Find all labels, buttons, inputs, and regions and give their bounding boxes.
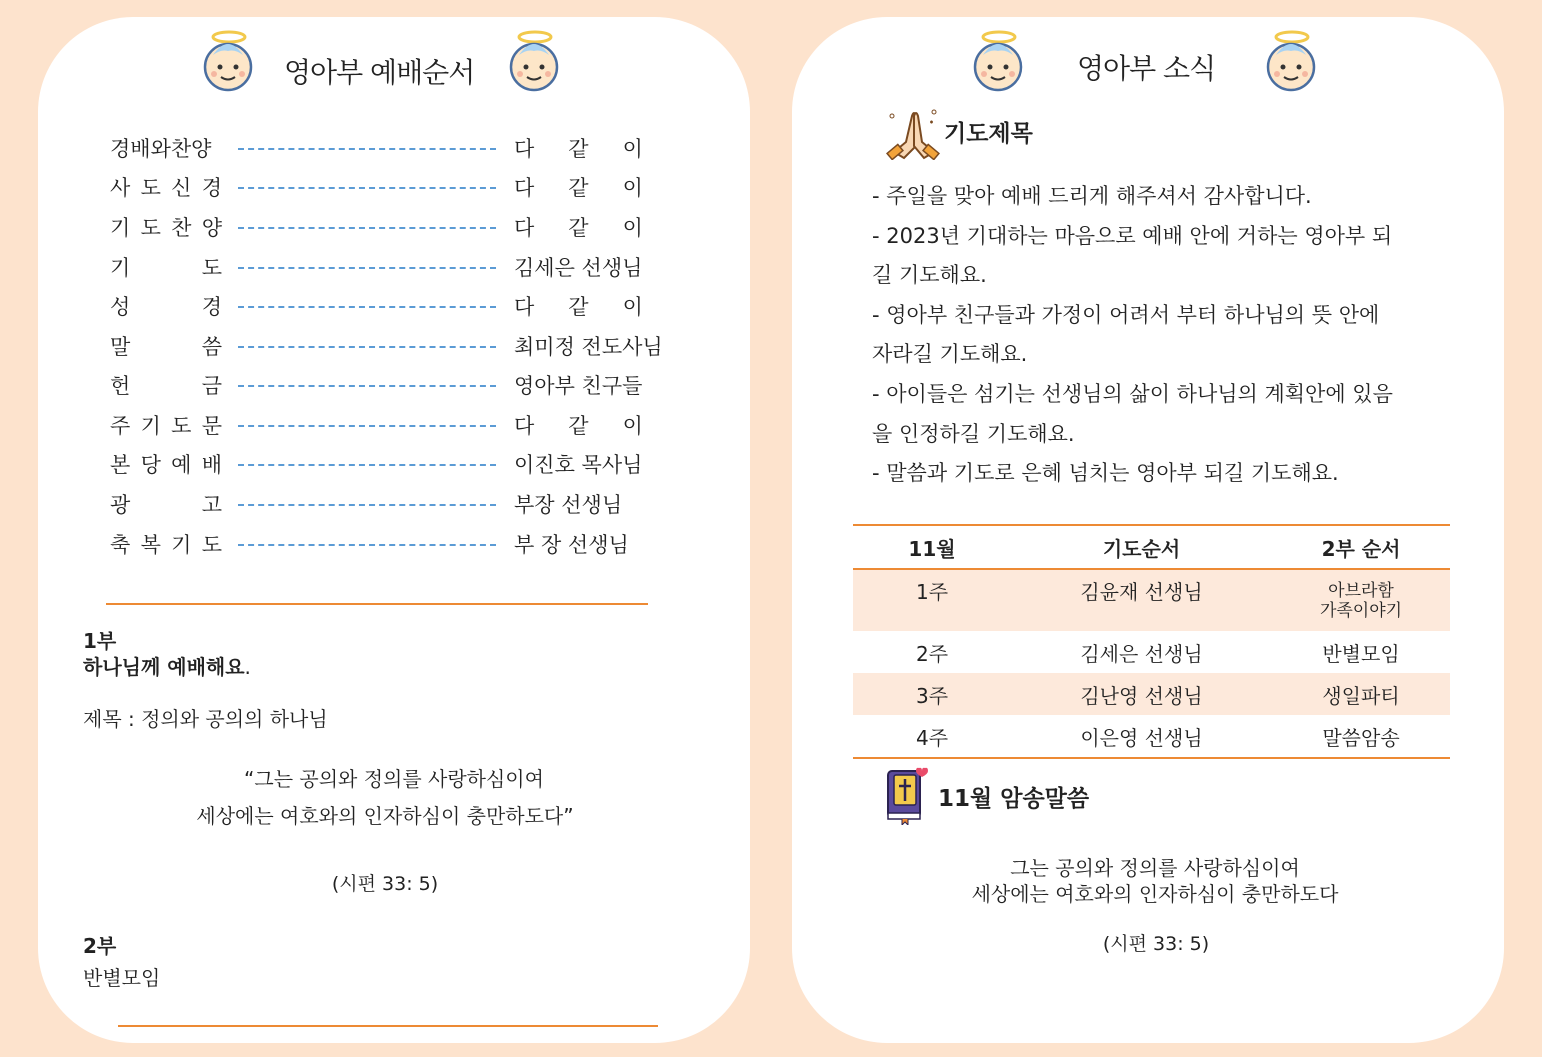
order-row	[110, 529, 710, 559]
table-cell: 김난영 선생님	[1011, 673, 1272, 715]
order-item-name-part: 찬	[171, 216, 192, 240]
table-cell: 이은영 선생님	[1080, 725, 1203, 750]
order-item-name	[110, 529, 222, 559]
order-row	[110, 410, 710, 440]
prayer-line: - 말씀과 기도로 은혜 넘치는 영아부 되길 기도해요.	[872, 461, 1339, 486]
table-cell-line: 아브라함	[1328, 580, 1394, 601]
order-item-name-part: 경배와찬양	[110, 137, 212, 161]
order-item-name-part: 기	[110, 256, 131, 280]
order-item-name	[110, 331, 222, 361]
prayer-line: 길 기도해요.	[872, 263, 987, 288]
order-item-name-part: 양	[201, 216, 222, 240]
table-row	[853, 715, 1450, 758]
order-item-name-part: 문	[201, 414, 222, 438]
order-item-name-part: 광	[110, 493, 131, 517]
schedule-table	[853, 524, 1450, 759]
order-item-name-part: 기	[140, 414, 161, 438]
dotted-leader	[238, 187, 496, 189]
order-item-name-part: 도	[201, 256, 222, 280]
prayer-line: - 아이들은 섬기는 선생님의 삶이 하나님의 계획안에 있음	[872, 382, 1393, 406]
table-row	[853, 569, 1450, 631]
order-row	[110, 291, 710, 321]
part1-subtitle	[83, 651, 251, 680]
dotted-leader	[238, 504, 496, 506]
order-item-name-part: 예	[171, 453, 192, 477]
table-cell: 생일파티	[1272, 673, 1450, 715]
memory-verse-line-2: 세상에는 여호와의 인자하심이 충만하도다	[971, 882, 1339, 906]
dotted-leader	[238, 148, 496, 150]
order-item-name-part: 축	[110, 533, 131, 557]
sermon-title: 제목 : 정의와 공의의 하나님	[83, 707, 328, 731]
order-item-name	[110, 172, 222, 202]
order-item-name-part: 도	[171, 414, 192, 438]
order-row	[110, 331, 710, 361]
verse-line-1: “그는 공의와 정의를 사랑하심이여	[244, 767, 544, 791]
order-item-name-part: 도	[140, 176, 161, 200]
order-item-leader: 김세은 선생님	[514, 256, 643, 280]
order-item-leader: 다같이	[514, 137, 677, 161]
order-item-name-part: 도	[140, 216, 161, 240]
part2-heading: 2부	[83, 934, 117, 958]
table-header-row	[853, 525, 1450, 569]
table-cell: 김세은 선생님	[1080, 641, 1203, 666]
dotted-leader	[238, 385, 496, 387]
table-header: 11월	[853, 525, 1011, 569]
dotted-leader	[238, 425, 496, 427]
page-title: 영아부 소식	[1077, 52, 1216, 85]
order-item-name-part: 경	[201, 176, 222, 200]
order-item-name-part: 배	[201, 453, 222, 477]
order-item-name	[110, 410, 222, 440]
table-cell: 4주	[915, 725, 949, 750]
order-item-name	[110, 291, 222, 321]
order-item-name-part: 고	[201, 493, 222, 517]
order-item-name	[110, 449, 222, 479]
order-item-name	[110, 489, 222, 519]
left-panel	[38, 17, 750, 1043]
table-cell: 1주	[853, 569, 1011, 631]
table-cell	[1272, 569, 1450, 631]
dotted-leader	[238, 306, 496, 308]
prayer-line: - 주일을 맞아 예배 드리게 해주셔서 감사합니다.	[872, 184, 1312, 208]
order-item-name-part: 주	[110, 414, 131, 438]
dotted-leader	[238, 267, 496, 269]
order-item-leader: 부 장 선생님	[514, 533, 629, 557]
order-item-leader: 다같이	[514, 295, 677, 319]
order-row	[110, 252, 710, 282]
bible-icon	[884, 765, 930, 825]
prayer-line: - 영아부 친구들과 가정이 어려서 부터 하나님의 뜻 안에	[872, 302, 1380, 327]
memory-verse-line-1: 그는 공의와 정의를 사랑하심이여	[1010, 856, 1300, 880]
order-item-name-part: 당	[140, 453, 161, 477]
order-item-leader: 부장 선생님	[514, 493, 623, 517]
verse-line-2: 세상에는 여호와의 인자하심이 충만하도다”	[196, 804, 574, 828]
order-item-name-part: 금	[201, 374, 222, 398]
table-cell: 반별모임	[1322, 641, 1400, 666]
table-row	[853, 673, 1450, 715]
order-item-leader: 다같이	[514, 216, 677, 240]
order-item-leader: 최미정 전도사님	[514, 335, 663, 359]
prayer-heading: 기도제목	[944, 121, 1033, 147]
table-header: 2부 순서	[1272, 525, 1450, 569]
baby-angel-icon	[1258, 27, 1324, 93]
order-item-name-part: 씀	[201, 335, 222, 359]
right-panel	[792, 17, 1504, 1043]
dotted-leader	[238, 227, 496, 229]
table-cell: 2주	[915, 641, 949, 666]
dotted-leader	[238, 544, 496, 546]
order-item-name-part: 성	[110, 295, 131, 319]
table-cell: 김윤재 선생님	[1011, 569, 1272, 631]
order-row	[110, 172, 710, 202]
dotted-leader	[238, 464, 496, 466]
baby-angel-icon	[965, 27, 1031, 93]
order-row	[110, 449, 710, 479]
table-cell: 3주	[853, 673, 1011, 715]
order-row	[110, 212, 710, 242]
order-row	[110, 489, 710, 519]
order-item-name-part: 말	[110, 335, 131, 359]
prayer-line: 자라길 기도해요.	[872, 342, 1028, 367]
order-item-name-part: 사	[110, 176, 131, 200]
order-item-name-part: 복	[140, 533, 161, 557]
memory-verse-reference: (시편 33: 5)	[1102, 933, 1210, 955]
divider	[106, 603, 648, 605]
order-item-name-part: 본	[110, 453, 131, 477]
order-item-name	[110, 212, 222, 242]
prayer-line: - 2023년 기대하는 마음으로 예배 안에 거하는 영아부 되	[872, 223, 1393, 248]
divider	[118, 1025, 658, 1027]
dotted-leader	[238, 346, 496, 348]
order-item-name	[110, 133, 222, 163]
verse-reference: (시편 33: 5)	[331, 873, 439, 895]
order-item-name-part: 헌	[110, 374, 131, 398]
order-item-leader: 다같이	[514, 176, 677, 200]
order-item-name-part: 도	[201, 533, 222, 557]
table-row	[853, 631, 1450, 673]
part1-heading: 1부	[83, 629, 117, 653]
order-item-name-part: 신	[171, 176, 192, 200]
table-cell-line: 가족이야기	[1319, 600, 1403, 621]
order-item-name-part: 기	[171, 533, 192, 557]
order-row	[110, 370, 710, 400]
order-item-leader: 이진호 목사님	[514, 453, 643, 477]
table-header: 기도순서	[1011, 525, 1272, 569]
order-item-leader: 다같이	[514, 414, 677, 438]
order-item-leader: 영아부 친구들	[514, 374, 643, 398]
order-row	[110, 133, 710, 163]
baby-angel-icon	[501, 27, 567, 93]
part2-body: 반별모임	[83, 966, 161, 990]
prayer-line: 을 인정하길 기도해요.	[872, 421, 1075, 446]
order-item-name	[110, 252, 222, 282]
part1-subtitle-dot: .	[244, 655, 251, 679]
baby-angel-icon	[195, 27, 261, 93]
part1-subtitle-text: 하나님께 예배해요	[83, 655, 245, 679]
order-item-name-part: 경	[201, 295, 222, 319]
page-title: 영아부 예배순서	[284, 56, 475, 89]
order-item-name-part: 기	[110, 216, 131, 240]
memory-verse-heading: 11월 암송말씀	[938, 786, 1090, 812]
table-cell: 말씀암송	[1322, 725, 1400, 750]
praying-hands-icon	[884, 102, 942, 160]
order-item-name	[110, 370, 222, 400]
